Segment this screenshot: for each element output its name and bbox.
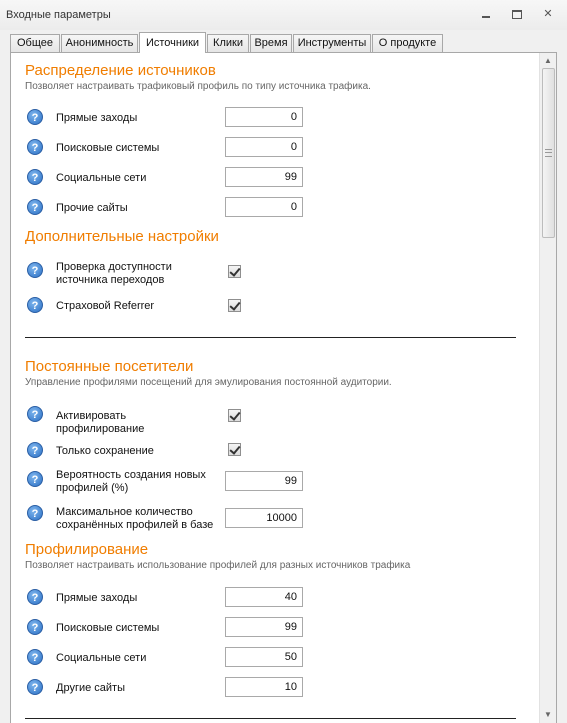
- profiling-title: Профилирование: [25, 541, 149, 558]
- help-icon[interactable]: ?: [27, 262, 43, 278]
- panel-content: [11, 53, 539, 723]
- tab-tools[interactable]: Инструменты: [293, 34, 371, 52]
- activate-profiling-checkbox[interactable]: [228, 409, 241, 422]
- new-profile-probability-label: [56, 469, 206, 495]
- check-availability-checkbox[interactable]: [228, 265, 241, 278]
- profiling-description: Позволяет настраивать использование профилей для разных источников трафика: [25, 560, 411, 571]
- help-icon[interactable]: ?: [27, 442, 43, 458]
- scroll-up-arrow-icon[interactable]: ▲: [544, 56, 552, 65]
- activate-profiling-label-line2: профилирование: [56, 423, 145, 435]
- profiling-direct-label: Прямые заходы: [56, 592, 138, 604]
- tab-about[interactable]: О продукте: [372, 34, 443, 52]
- profiling-search-input[interactable]: 99: [225, 617, 303, 637]
- help-icon[interactable]: ?: [27, 505, 43, 521]
- help-icon[interactable]: ?: [27, 297, 43, 313]
- vertical-scrollbar[interactable]: [539, 53, 556, 723]
- divider: [25, 718, 516, 719]
- insurance-referrer-label: Страховой Referrer: [56, 300, 155, 312]
- profiling-search-label: Поисковые системы: [56, 622, 160, 634]
- profiling-social-label: Социальные сети: [56, 652, 147, 664]
- help-icon[interactable]: ?: [27, 649, 43, 665]
- help-icon[interactable]: ?: [27, 619, 43, 635]
- other-sites-label: Прочие сайты: [56, 202, 128, 214]
- help-icon[interactable]: ?: [27, 589, 43, 605]
- scroll-thumb[interactable]: [542, 68, 555, 238]
- profiling-other-label: Другие сайты: [56, 682, 125, 694]
- extra-settings-title: Дополнительные настройки: [25, 228, 219, 245]
- profiling-other-input[interactable]: 10: [225, 677, 303, 697]
- help-icon[interactable]: ?: [27, 679, 43, 695]
- tab-sources[interactable]: Источники: [139, 32, 206, 53]
- visitors-title: Постоянные посетители: [25, 358, 194, 375]
- window-title: Входные параметры: [6, 9, 111, 21]
- scroll-down-arrow-icon[interactable]: ▼: [544, 710, 552, 719]
- new-profile-probability-input[interactable]: 99: [225, 471, 303, 491]
- help-icon[interactable]: ?: [27, 406, 43, 422]
- tab-time[interactable]: Время: [250, 34, 292, 52]
- tab-anonymity[interactable]: Анонимность: [61, 34, 138, 52]
- help-icon[interactable]: ?: [27, 471, 43, 487]
- close-icon[interactable]: [541, 8, 555, 20]
- help-icon[interactable]: ?: [27, 139, 43, 155]
- help-icon[interactable]: ?: [27, 169, 43, 185]
- new-profile-probability-label-line1: Вероятность создания новых: [56, 469, 206, 481]
- check-availability-label-line2: источника переходов: [56, 274, 165, 286]
- max-profiles-label-line1: Максимальное количество: [56, 506, 193, 518]
- help-icon[interactable]: ?: [27, 199, 43, 215]
- max-profiles-input[interactable]: 10000: [225, 508, 303, 528]
- activate-profiling-label-line1: Активировать: [56, 410, 127, 422]
- tab-general[interactable]: Общее: [10, 34, 60, 52]
- sources-panel: [10, 52, 557, 723]
- maximize-icon[interactable]: [510, 8, 524, 20]
- search-engines-label: Поисковые системы: [56, 142, 160, 154]
- direct-input[interactable]: 0: [225, 107, 303, 127]
- help-icon[interactable]: ?: [27, 109, 43, 125]
- max-profiles-label-line2: сохранённых профилей в базе: [56, 519, 214, 531]
- divider: [25, 337, 516, 338]
- save-only-checkbox[interactable]: [228, 443, 241, 456]
- grip-icon: [545, 149, 552, 157]
- title-bar: [0, 0, 567, 30]
- new-profile-probability-label-line2: профилей (%): [56, 482, 129, 494]
- check-availability-label: [56, 261, 172, 287]
- save-only-label: Только сохранение: [56, 445, 154, 457]
- activate-profiling-label: [56, 410, 144, 436]
- tab-clicks[interactable]: Клики: [207, 34, 249, 52]
- sources-description: Позволяет настраивать трафиковый профиль по типу источника трафика.: [25, 81, 371, 92]
- search-engines-input[interactable]: 0: [225, 137, 303, 157]
- profiling-social-input[interactable]: 50: [225, 647, 303, 667]
- check-availability-label-line1: Проверка доступности: [56, 261, 172, 273]
- profiling-direct-input[interactable]: 40: [225, 587, 303, 607]
- visitors-description: Управление профилями посещений для эмулирования постоянной аудитории.: [25, 377, 392, 388]
- social-label: Социальные сети: [56, 172, 147, 184]
- social-input[interactable]: 99: [225, 167, 303, 187]
- minimize-icon[interactable]: [479, 8, 493, 20]
- other-sites-input[interactable]: 0: [225, 197, 303, 217]
- direct-label: Прямые заходы: [56, 112, 138, 124]
- max-profiles-label: [56, 506, 213, 532]
- insurance-referrer-checkbox[interactable]: [228, 299, 241, 312]
- sources-title: Распределение источников: [25, 62, 216, 79]
